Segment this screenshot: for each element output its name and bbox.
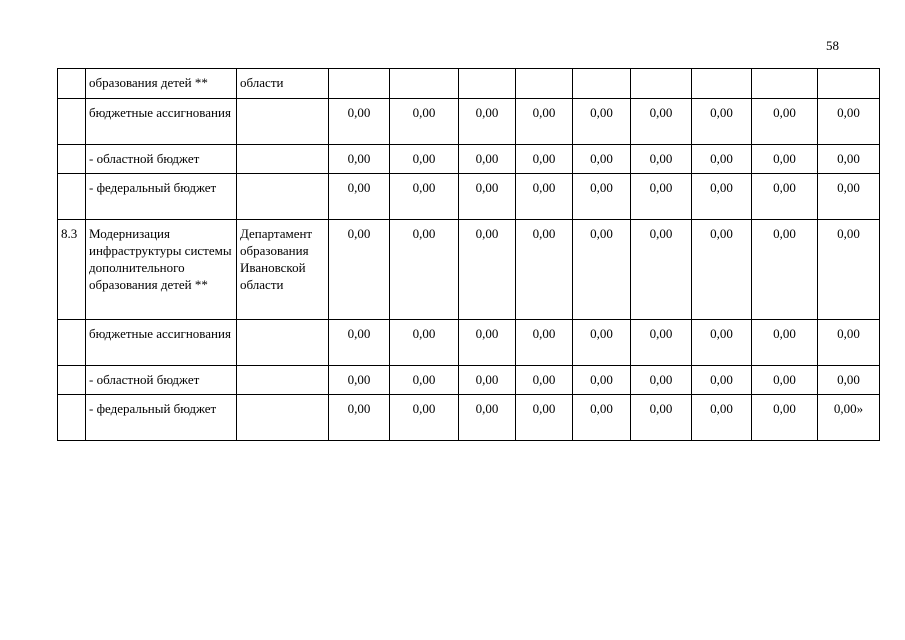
budget-table	[57, 68, 880, 441]
item-name-cell: бюджетные ассигнования	[86, 99, 237, 145]
amount-cell: 0,00	[329, 174, 390, 220]
amount-cell: 0,00	[516, 99, 573, 145]
row-number-cell	[58, 99, 86, 145]
page-number: 58	[826, 38, 839, 53]
amount-cell: 0,00	[516, 174, 573, 220]
amount-cell: 0,00	[692, 366, 752, 395]
table-row	[58, 320, 880, 366]
amount-cell: 0,00	[752, 174, 818, 220]
table-body	[58, 69, 880, 441]
table-row	[58, 220, 880, 320]
row-number-cell	[58, 145, 86, 174]
row-number-cell	[58, 320, 86, 366]
table-row	[58, 174, 880, 220]
item-name-cell: образования детей **	[86, 69, 237, 99]
amount-cell: 0,00	[692, 320, 752, 366]
amount-cell: 0,00	[459, 366, 516, 395]
table-row	[58, 69, 880, 99]
row-number-cell: 8.3	[58, 220, 86, 320]
amount-cell: 0,00	[818, 320, 880, 366]
table-row	[58, 99, 880, 145]
amount-cell: 0,00	[818, 366, 880, 395]
amount-cell	[631, 69, 692, 99]
amount-cell: 0,00	[752, 99, 818, 145]
amount-cell: 0,00	[573, 366, 631, 395]
amount-cell: 0,00	[390, 174, 459, 220]
amount-cell	[329, 69, 390, 99]
amount-cell: 0,00	[573, 99, 631, 145]
amount-cell: 0,00	[329, 220, 390, 320]
amount-cell	[752, 69, 818, 99]
amount-cell: 0,00	[631, 395, 692, 441]
item-name-cell: - федеральный бюджет	[86, 395, 237, 441]
amount-cell: 0,00	[818, 99, 880, 145]
amount-cell: 0,00	[516, 366, 573, 395]
item-name-cell: - областной бюджет	[86, 366, 237, 395]
executor-cell: Департамент образования Ивановской области	[237, 220, 329, 320]
executor-cell	[237, 320, 329, 366]
amount-cell: 0,00	[631, 99, 692, 145]
amount-cell: 0,00	[692, 220, 752, 320]
amount-cell: 0,00	[573, 320, 631, 366]
amount-cell: 0,00	[818, 220, 880, 320]
executor-cell	[237, 174, 329, 220]
row-number-cell	[58, 69, 86, 99]
item-name-cell: - федеральный бюджет	[86, 174, 237, 220]
amount-cell: 0,00	[752, 395, 818, 441]
amount-cell: 0,00	[390, 320, 459, 366]
amount-cell: 0,00	[459, 99, 516, 145]
table-row	[58, 395, 880, 441]
amount-cell: 0,00	[752, 320, 818, 366]
amount-cell	[573, 69, 631, 99]
amount-cell: 0,00	[459, 395, 516, 441]
amount-cell: 0,00	[692, 174, 752, 220]
amount-cell: 0,00	[459, 320, 516, 366]
executor-cell	[237, 145, 329, 174]
amount-cell: 0,00	[631, 145, 692, 174]
table-row	[58, 366, 880, 395]
item-name-cell: - областной бюджет	[86, 145, 237, 174]
amount-cell: 0,00	[631, 320, 692, 366]
item-name-cell: бюджетные ассигнования	[86, 320, 237, 366]
amount-cell: 0,00	[459, 174, 516, 220]
amount-cell: 0,00	[631, 366, 692, 395]
amount-cell	[692, 69, 752, 99]
amount-cell: 0,00	[692, 145, 752, 174]
amount-cell: 0,00	[329, 320, 390, 366]
amount-cell: 0,00	[573, 174, 631, 220]
amount-cell: 0,00	[631, 220, 692, 320]
amount-cell: 0,00	[516, 220, 573, 320]
table-row	[58, 145, 880, 174]
amount-cell: 0,00	[818, 145, 880, 174]
amount-cell: 0,00	[692, 99, 752, 145]
amount-cell: 0,00	[752, 220, 818, 320]
executor-cell: области	[237, 69, 329, 99]
amount-cell: 0,00	[329, 99, 390, 145]
amount-cell: 0,00	[631, 174, 692, 220]
amount-cell: 0,00	[329, 366, 390, 395]
amount-cell: 0,00	[390, 395, 459, 441]
amount-cell: 0,00	[390, 220, 459, 320]
amount-cell: 0,00	[390, 99, 459, 145]
amount-cell: 0,00	[329, 395, 390, 441]
amount-cell: 0,00	[573, 145, 631, 174]
amount-cell	[390, 69, 459, 99]
executor-cell	[237, 366, 329, 395]
row-number-cell	[58, 366, 86, 395]
executor-cell	[237, 395, 329, 441]
amount-cell: 0,00»	[818, 395, 880, 441]
amount-cell: 0,00	[516, 320, 573, 366]
amount-cell: 0,00	[692, 395, 752, 441]
amount-cell: 0,00	[752, 366, 818, 395]
amount-cell: 0,00	[390, 145, 459, 174]
amount-cell: 0,00	[516, 395, 573, 441]
amount-cell: 0,00	[390, 366, 459, 395]
amount-cell: 0,00	[516, 145, 573, 174]
amount-cell: 0,00	[329, 145, 390, 174]
executor-cell	[237, 99, 329, 145]
item-name-cell: Модернизация инфраструктуры системы дополнительного образования детей **	[86, 220, 237, 320]
amount-cell	[818, 69, 880, 99]
amount-cell	[516, 69, 573, 99]
row-number-cell	[58, 395, 86, 441]
amount-cell: 0,00	[752, 145, 818, 174]
amount-cell: 0,00	[459, 145, 516, 174]
amount-cell: 0,00	[573, 220, 631, 320]
amount-cell: 0,00	[573, 395, 631, 441]
row-number-cell	[58, 174, 86, 220]
amount-cell: 0,00	[818, 174, 880, 220]
amount-cell	[459, 69, 516, 99]
amount-cell: 0,00	[459, 220, 516, 320]
